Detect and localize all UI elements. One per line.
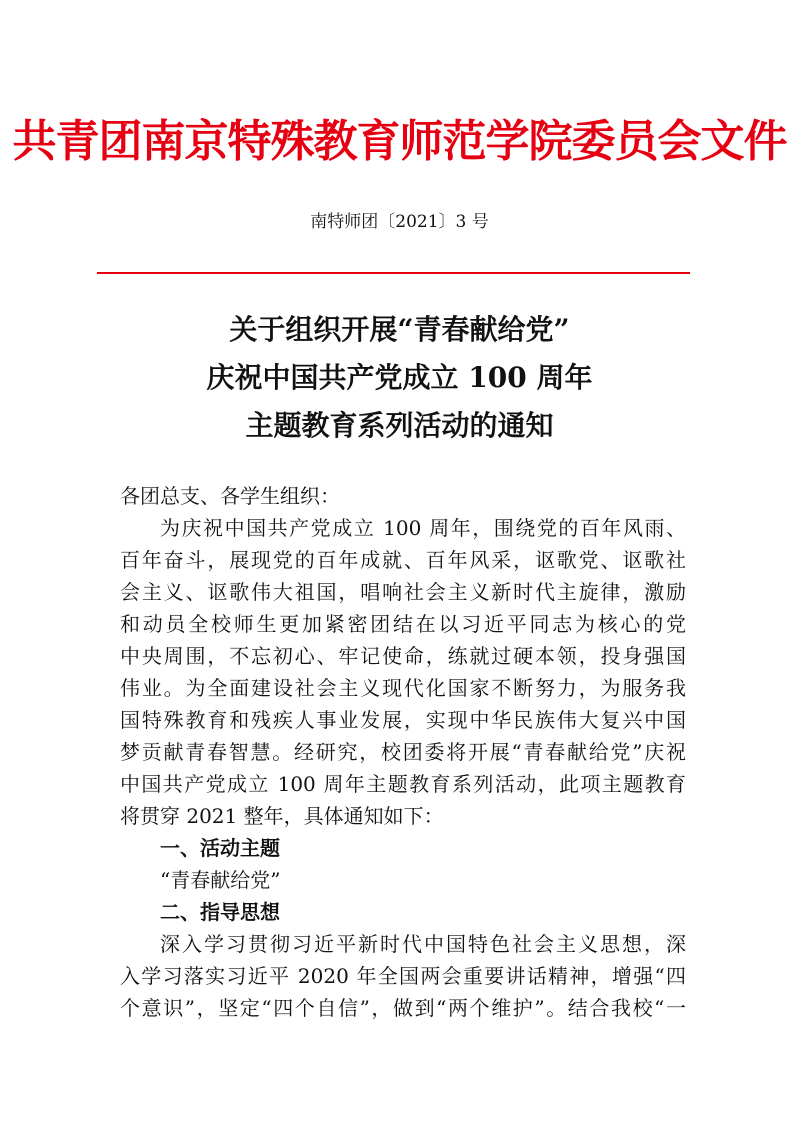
intro-line: 中央周围，不忘初心、牢记使命，练就过硬本领，投身强国 (120, 644, 686, 668)
section-1-heading: 一、活动主题 (160, 836, 280, 860)
intro-line: 将贯穿 2021 整年，具体通知如下： (120, 804, 444, 828)
intro-line: 梦贡献青春智慧。经研究，校团委将开展“青春献给党”庆祝 (120, 740, 686, 764)
intro-line: 为庆祝中国共产党成立 100 周年，围绕党的百年风雨、 (160, 516, 686, 540)
intro-line: 和动员全校师生更加紧密团结在以习近平同志为核心的党 (120, 612, 686, 636)
title-line-3: 主题教育系列活动的通知 (245, 409, 554, 442)
intro-line: 中国共产党成立 100 周年主题教育系列活动，此项主题教育 (120, 772, 686, 796)
title-line-2: 庆祝中国共产党成立 100 周年 (206, 361, 593, 394)
document-body (120, 480, 686, 1024)
intro-line: 伟业。为全面建设社会主义现代化国家不断努力，为服务我 (120, 676, 686, 700)
document-number: 南特师团〔2021〕3 号 (310, 212, 489, 232)
section-2-line: 入学习落实习近平 2020 年全国两会重要讲话精神，增强“四 (120, 964, 686, 988)
section-2-heading: 二、指导思想 (160, 900, 280, 924)
section-2-line: 深入学习贯彻习近平新时代中国特色社会主义思想，深 (160, 932, 686, 956)
salutation: 各团总支、各学生组织： (120, 484, 340, 508)
intro-line: 国特殊教育和残疾人事业发展，实现中华民族伟大复兴中国 (120, 708, 686, 732)
intro-line: 百年奋斗，展现党的百年成就、百年风采，讴歌党、讴歌社 (120, 548, 686, 572)
intro-line: 会主义、讴歌伟大祖国，唱响社会主义新时代主旋律，激励 (120, 580, 686, 604)
notice-title (0, 306, 799, 450)
title-line-1: 关于组织开展“青春献给党” (229, 313, 570, 346)
section-2-line: 个意识”，坚定“四个自信”，做到“两个维护”。结合我校“一 (120, 996, 686, 1020)
org-header-title: 共青团南京特殊教育师范学院委员会文件 (12, 116, 787, 167)
section-1-text: “青春献给党” (160, 868, 281, 892)
red-divider-rule (97, 272, 690, 274)
